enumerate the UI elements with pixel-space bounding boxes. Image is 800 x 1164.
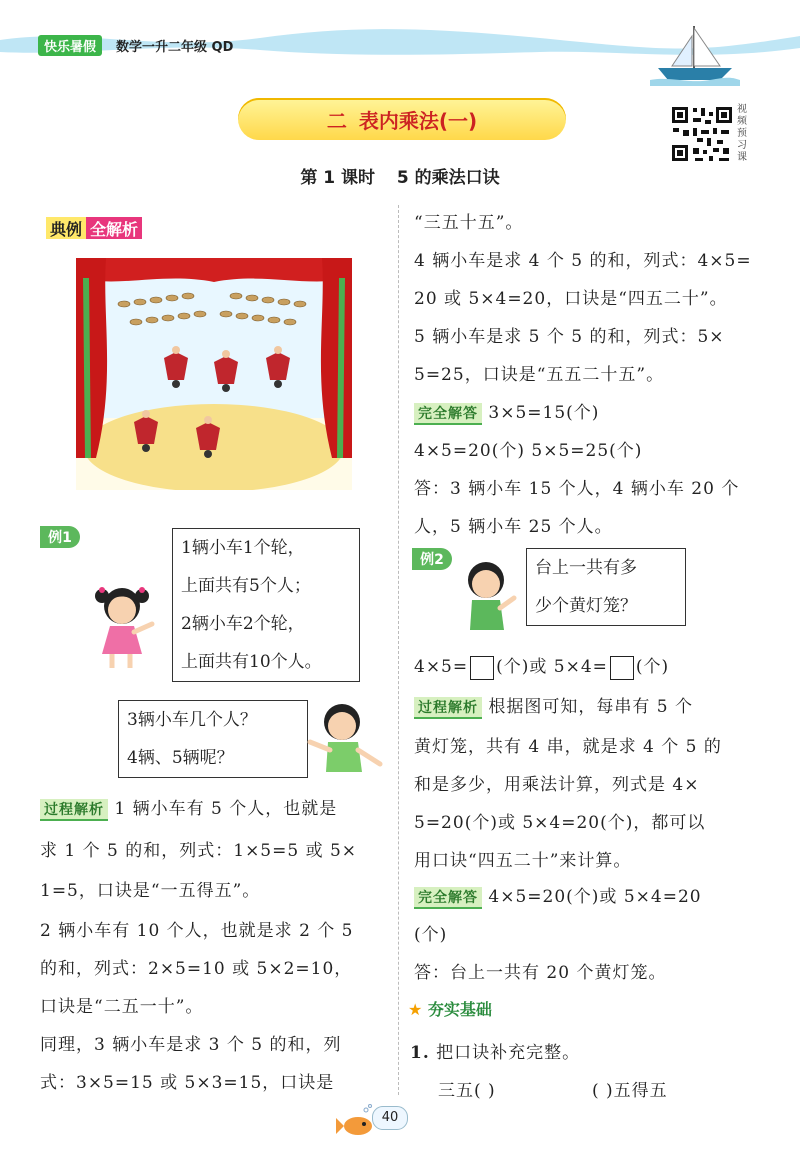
subject-label: 数学一升二年级 QD: [116, 40, 234, 55]
speech-bubble-1: [172, 528, 360, 682]
answer2-line-0: (个): [414, 925, 448, 945]
lesson-number: 第 1 课时: [300, 168, 375, 188]
boy-pointing-icon: [456, 558, 520, 634]
typical-tag-b: 全解析: [86, 217, 142, 239]
example2-badge: 例2: [412, 548, 452, 570]
answer1-first: 3×5=15(个): [488, 403, 600, 423]
analysis-line-0: 1 辆小车有 5 个人，也就是: [114, 799, 338, 819]
bubble1-line: 上面共有10个人。: [181, 652, 322, 672]
analysis2-line-3: 用口诀“四五二十”来计算。: [414, 851, 632, 871]
formula-line: [414, 652, 669, 680]
analysis-line: [40, 794, 337, 821]
answer2-line: [414, 882, 702, 909]
chapter-banner: [238, 98, 566, 140]
analysis2-line-1: 和是多少，用乘法计算，列式是 4×: [414, 775, 700, 795]
answer1-line-1: 答：3 辆小车 15 个人，4 辆小车 20 个: [414, 479, 740, 499]
girl-character-icon: [90, 580, 160, 672]
continued-line-0: “三五十五”。: [414, 213, 524, 233]
answer-box-2[interactable]: [610, 656, 634, 680]
bubble3-line: 少个黄灯笼？: [535, 596, 637, 616]
brand-label: 快乐暑假: [38, 35, 102, 56]
bubble3-line: 台上一共有多: [535, 558, 637, 578]
question-1: [410, 1038, 580, 1063]
example1-badge: 例1: [40, 526, 80, 548]
foundation-heading: [408, 997, 492, 1020]
analysis-line-7: 式：3×5=15 或 5×3=15，口诀是: [40, 1073, 335, 1093]
analysis2-label: 过程解析: [414, 697, 482, 719]
bubble1-line: 2辆小车2个轮，: [181, 614, 305, 634]
sailboat-icon: [650, 22, 740, 86]
column-divider: [398, 205, 399, 1095]
continued-line-1: 4 辆小车是求 4 个 5 的和，列式：4×5=: [414, 251, 752, 271]
analysis-line-3: 2 辆小车有 10 个人，也就是求 2 个 5: [40, 921, 354, 941]
speech-bubble-2: [118, 700, 308, 778]
q1-text: 把口诀补充完整。: [436, 1043, 581, 1063]
typical-example-tag: [46, 217, 142, 239]
star-icon: ★: [408, 1000, 423, 1019]
stage-illustration: [76, 258, 352, 490]
answer1-line: [414, 398, 599, 425]
continued-line-3: 5 辆小车是求 5 个 5 的和，列式：5×: [414, 327, 725, 347]
bubble2-line: 3辆小车几个人？: [127, 710, 257, 730]
analysis2-line-0: 黄灯笼，共有 4 串，就是求 4 个 5 的: [414, 737, 722, 757]
answer-label: 完全解答: [414, 403, 482, 425]
answer2-label: 完全解答: [414, 887, 482, 909]
chapter-number: 二: [326, 108, 347, 133]
bubble1-line: 上面共有5个人；: [181, 576, 311, 596]
continued-line-4: 5=25，口诀是“五五二十五”。: [414, 365, 665, 385]
analysis2-first: 根据图可知，每串有 5 个: [488, 697, 694, 717]
answer1-line-0: 4×5=20(个) 5×5=25(个): [414, 441, 643, 461]
bubble1-line: 1辆小车1个轮，: [181, 538, 305, 558]
analysis-line-5: 口诀是“二五一十”。: [40, 997, 204, 1017]
chapter-title: 表内乘法(一): [358, 108, 478, 133]
foundation-title: 夯实基础: [427, 1000, 492, 1019]
speech-bubble-3: [526, 548, 686, 626]
q1-number: 1.: [410, 1043, 430, 1063]
q1-blank-1[interactable]: 三五( ): [438, 1081, 496, 1101]
bubble2-line: 4辆、5辆呢？: [127, 748, 234, 768]
analysis-line-4: 的和，列式：2×5=10 或 5×2=10，: [40, 959, 353, 979]
fish-icon: [336, 1104, 376, 1140]
formula-c: (个): [635, 657, 670, 677]
formula-b: (个)或 5×4=: [496, 657, 608, 677]
analysis-label: 过程解析: [40, 799, 108, 821]
answer-box-1[interactable]: [470, 656, 494, 680]
analysis2-line: [414, 692, 693, 719]
q1-blank-2[interactable]: ( )五得五: [592, 1081, 668, 1101]
answer1-line-2: 人，5 辆小车 25 个人。: [414, 517, 613, 537]
lesson-title: [0, 163, 800, 188]
boy-character-icon: [302, 698, 386, 778]
formula-a: 4×5=: [414, 657, 469, 677]
qr-code-label: 视频预习课: [737, 104, 747, 163]
analysis-line-2: 1=5，口诀是“一五得五”。: [40, 881, 261, 901]
typical-tag-a: 典例: [46, 217, 86, 239]
page-number: 40: [372, 1106, 408, 1130]
lesson-topic: 5 的乘法口诀: [396, 168, 500, 188]
analysis2-line-2: 5=20(个)或 5×4=20(个)，都可以: [414, 813, 706, 833]
analysis-line-6: 同理，3 辆小车是求 3 个 5 的和，列: [40, 1035, 342, 1055]
continued-line-2: 20 或 5×4=20，口诀是“四五二十”。: [414, 289, 728, 309]
qr-code-icon[interactable]: [669, 104, 735, 164]
answer2-first: 4×5=20(个)或 5×4=20: [488, 887, 702, 907]
analysis-line-1: 求 1 个 5 的和，列式：1×5=5 或 5×: [40, 841, 358, 861]
answer2-line-1: 答：台上一共有 20 个黄灯笼。: [414, 963, 667, 983]
